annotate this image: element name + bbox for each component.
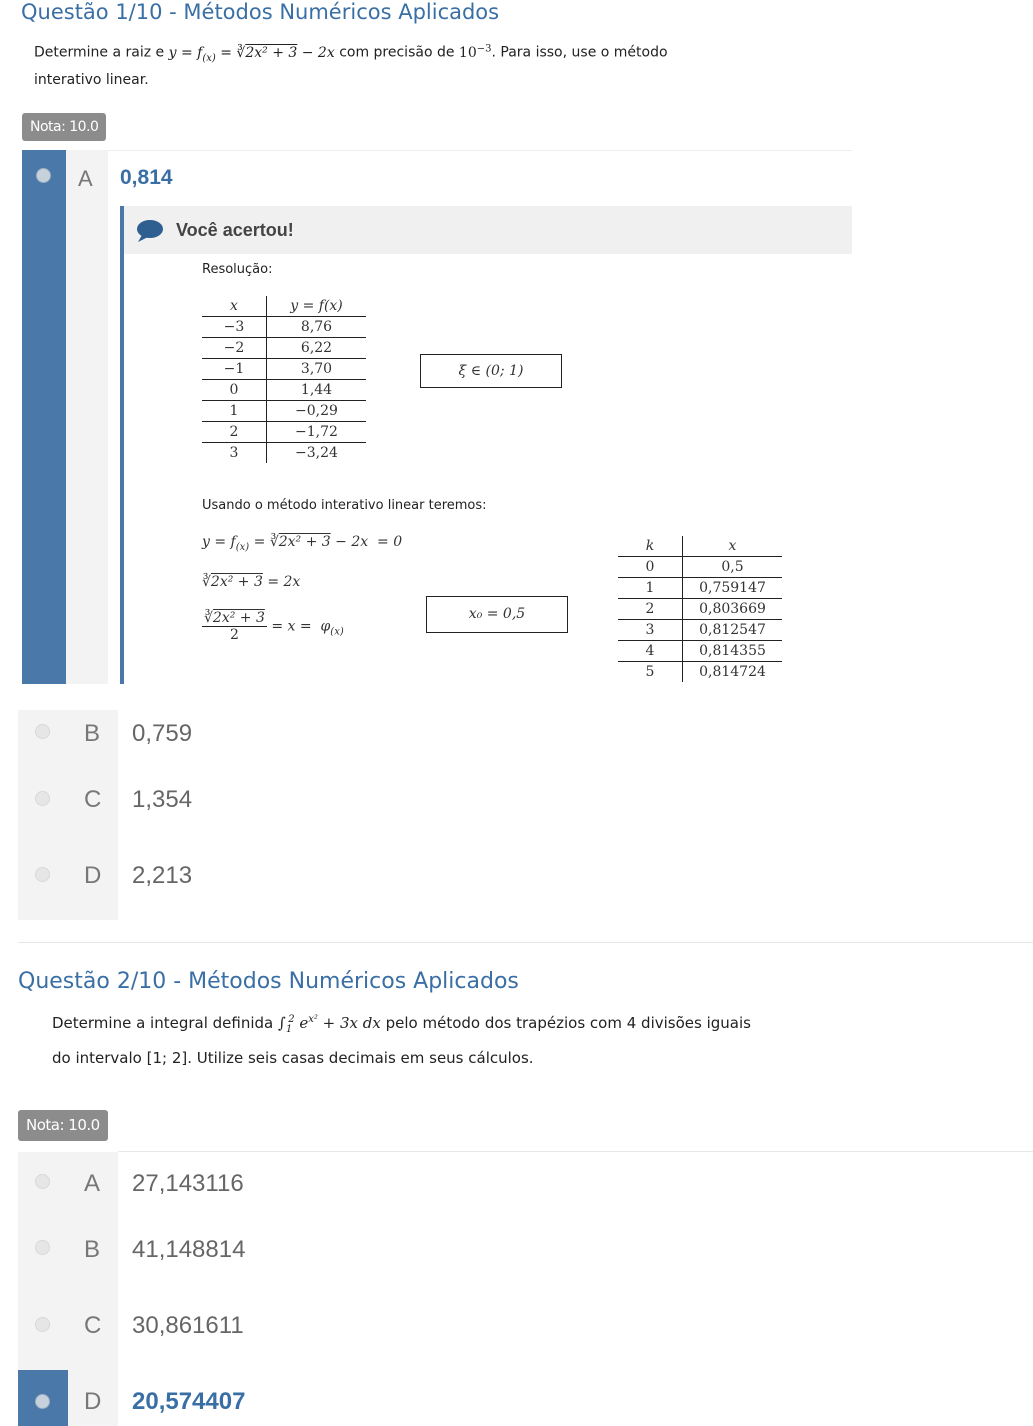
radio-button[interactable] [35, 724, 50, 739]
table2-row [618, 662, 782, 683]
option-value: 41,148814 [132, 1236, 246, 1263]
table2-cell: 5 [618, 662, 683, 683]
q1-text-part-c: . Para isso, use o método [491, 44, 668, 61]
q1-text-part-a: Determine a raiz e [34, 44, 165, 61]
option-letter: B [84, 720, 101, 747]
table2-cell: 0,814355 [699, 643, 766, 659]
q2-text-part-b: pelo método dos trapézios com 4 divisões iguais [385, 1014, 751, 1032]
option-value: 0,814 [120, 166, 173, 189]
q2-top-divider [118, 1151, 1033, 1152]
option-left-bg [18, 1218, 118, 1294]
table1-row [202, 317, 366, 338]
table2-cell: 4 [618, 641, 683, 662]
question-separator [18, 942, 1033, 943]
option-letter: C [84, 786, 102, 813]
feedback-header [124, 206, 852, 254]
q1-text-part-d: interativo linear. [34, 72, 149, 89]
equation-3: $\frac{\text{∛2x² + 3}}{2}$ = $x = \varphi_{(x)}$ [204, 610, 344, 643]
question-2-title: Questão 2/10 - Métodos Numéricos Aplicados [18, 969, 519, 994]
option-value: 27,143116 [132, 1170, 244, 1197]
option-left-bg [18, 1152, 118, 1218]
option-left-bg [18, 844, 118, 920]
question-1-text [34, 38, 734, 91]
top-divider [108, 150, 852, 151]
header-xk: x [728, 538, 737, 554]
table2-cell: 0,812547 [699, 622, 766, 638]
radio-button[interactable] [35, 1240, 50, 1255]
table1-cell: 1,44 [300, 382, 333, 398]
radio-button[interactable] [35, 1317, 50, 1332]
table2-cell: 0,814724 [699, 664, 766, 680]
option-letter: A [78, 166, 93, 191]
q2-text-part-a: Determine a integral definida [52, 1014, 274, 1032]
question-2-text [52, 1006, 832, 1072]
table-x-fx [202, 296, 366, 463]
table1-cell: −3,24 [295, 445, 338, 461]
table1-cell: 1 [202, 401, 267, 422]
table2-row [618, 641, 782, 662]
option-left-bg [18, 710, 118, 768]
table1-row [202, 380, 366, 401]
option-value: 30,861611 [132, 1312, 244, 1339]
table1-cell: −1,72 [295, 424, 338, 440]
option-left-bg [18, 1294, 118, 1370]
table1-row [202, 401, 366, 422]
radio-selected[interactable] [36, 168, 51, 183]
q1-precision: $10^{-3}$ [458, 43, 492, 61]
table1-cell: −0,29 [295, 403, 338, 419]
radio-button[interactable] [35, 1174, 50, 1189]
question-1-title: Questão 1/10 - Métodos Numéricos Aplicados [21, 0, 500, 24]
table2-row [618, 557, 782, 578]
feedback-panel [120, 206, 852, 684]
q2-score-badge: Nota: 10.0 [18, 1110, 108, 1141]
q2-integral: $\int_1^2$ $e^{x^2} + 3x$ dx [278, 1014, 381, 1035]
table1-cell: −1 [202, 359, 267, 380]
table1-cell: 3 [202, 443, 267, 464]
table-k-x [618, 536, 782, 682]
option-value: 1,354 [132, 786, 193, 813]
equation-1: $y = f_{(x)}$ = ∛2x² + 3 − 2x = 0 [202, 534, 403, 553]
table2-row [618, 599, 782, 620]
table1-cell: 2 [202, 422, 267, 443]
header-x: x [202, 296, 267, 317]
table2-cell: 0,5 [721, 559, 744, 575]
selected-sidebar [22, 150, 66, 684]
table1-row [202, 359, 366, 380]
option-left-bg [18, 768, 118, 844]
table-header-row [202, 296, 366, 317]
option-letter: A [84, 1170, 101, 1197]
option-value: 20,574407 [132, 1388, 246, 1415]
table1-cell: 8,76 [300, 319, 333, 335]
x0-box: x₀ = 0,5 [426, 596, 568, 633]
header-fx: y = f(x) [290, 298, 343, 314]
radio-button[interactable] [35, 867, 50, 882]
feedback-content [172, 254, 852, 684]
q1-formula: $y = f_{(x)}$ = ∛2x² + 3 − 2x [168, 44, 335, 64]
table2-header-row [618, 536, 782, 557]
option-value: 2,213 [132, 862, 193, 889]
q2-text-part-c: do intervalo [1; 2]. Utilize seis casas decimais em seus cálculos. [52, 1049, 534, 1067]
radio-button[interactable] [35, 791, 50, 806]
option-letter: C [84, 1312, 102, 1339]
table2-cell: 2 [618, 599, 683, 620]
option-letter: D [84, 1388, 102, 1415]
speech-bubble-icon [136, 219, 164, 248]
table1-cell: −2 [202, 338, 267, 359]
method-text: Usando o método interativo linear teremos: [202, 498, 487, 513]
table2-cell: 0 [618, 557, 683, 578]
table2-row [618, 620, 782, 641]
table1-row [202, 443, 366, 464]
equation-2: ∛2x² + 3 = 2x [202, 574, 301, 590]
header-k: k [618, 536, 683, 557]
radio-selected[interactable] [35, 1394, 50, 1409]
table2-cell: 3 [618, 620, 683, 641]
letter-column [66, 150, 108, 684]
table1-cell: 3,70 [300, 361, 333, 377]
option-value: 0,759 [132, 720, 193, 747]
table1-row [202, 422, 366, 443]
option-letter: B [84, 1236, 101, 1263]
table2-cell: 0,759147 [699, 580, 766, 596]
option-letter: D [84, 862, 102, 889]
q1-text-part-b: com precisão de [339, 44, 455, 61]
q1-score-badge: Nota: 10.0 [22, 113, 106, 141]
feedback-title: Você acertou! [176, 220, 294, 240]
table2-row [618, 578, 782, 599]
table1-cell: 0 [202, 380, 267, 401]
table2-cell: 1 [618, 578, 683, 599]
table1-cell: −3 [202, 317, 267, 338]
table1-row [202, 338, 366, 359]
q1-option-a[interactable] [22, 150, 852, 684]
table1-cell: 6,22 [300, 340, 333, 356]
interval-box: ξ ∈ (0; 1) [420, 354, 562, 388]
resolution-label: Resolução: [202, 262, 273, 277]
feedback-border [120, 206, 124, 684]
table2-cell: 0,803669 [699, 601, 766, 617]
